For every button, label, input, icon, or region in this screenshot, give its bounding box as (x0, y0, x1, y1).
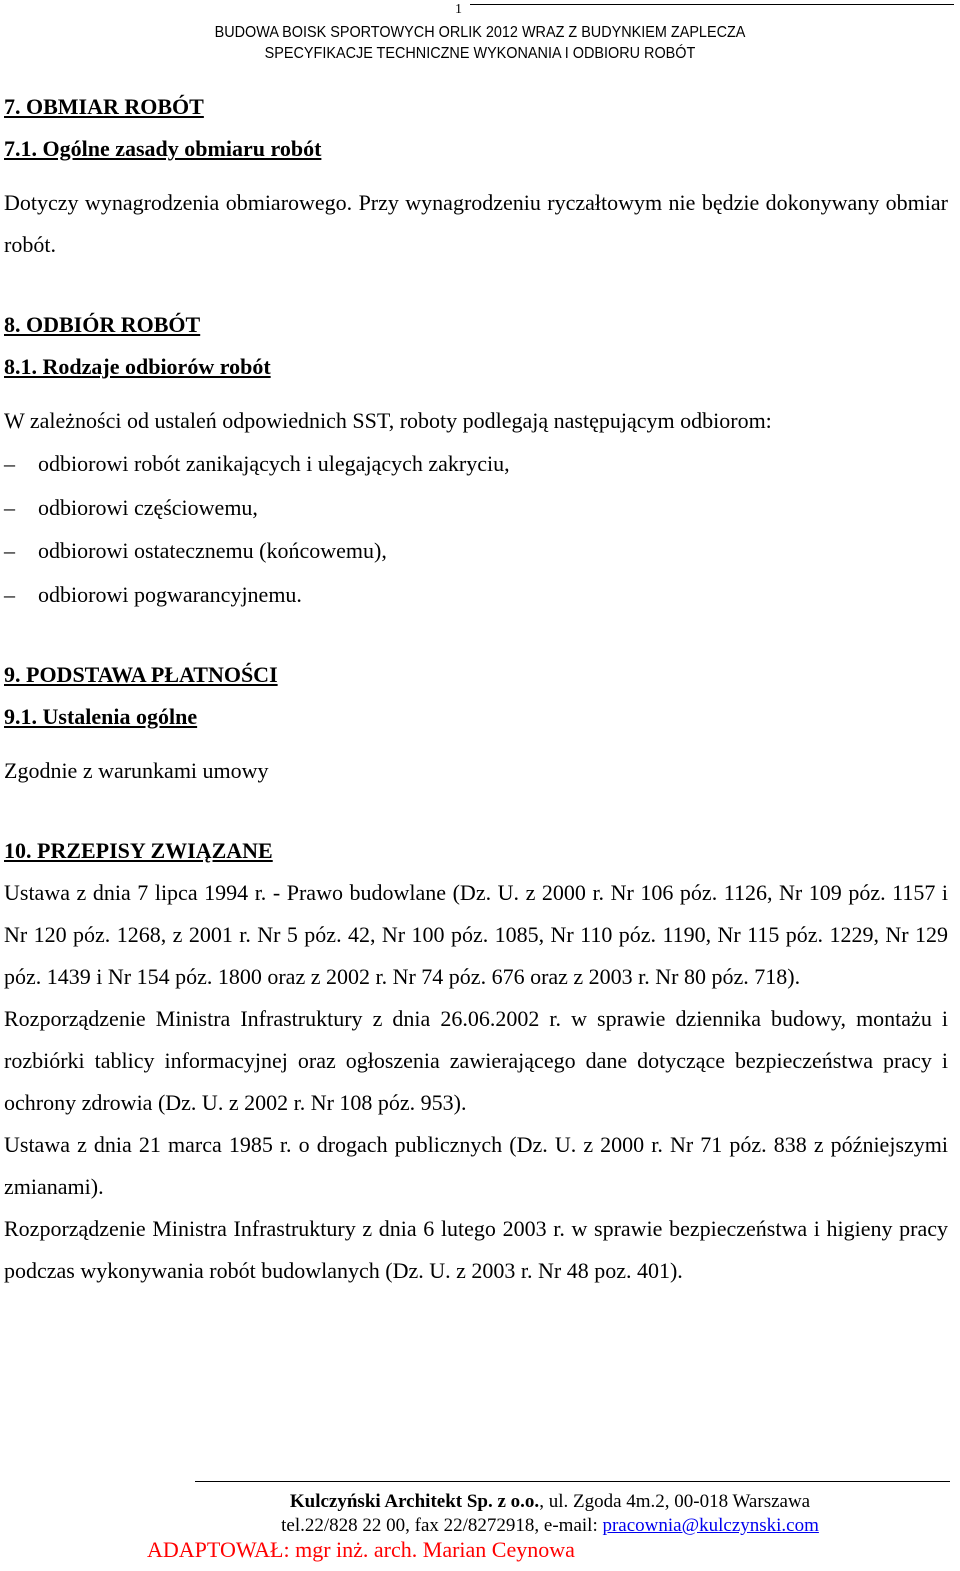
header-project-title: BUDOWA BOISK SPORTOWYCH ORLIK 2012 WRAZ Z BUDYNKIEM ZAPLECZA (214, 24, 746, 41)
section-7-text: Dotyczy wynagrodzenia obmiarowego. Przy wynagrodzeniu ryczałtowym nie będzie dokonywany obmiar robót. (4, 190, 948, 257)
regulation-paragraph: Ustawa z dnia 7 lipca 1994 r. - Prawo budowlane (Dz. U. z 2000 r. Nr 106 póz. 1126, Nr 109 póz. 1157 i Nr 120 póz. 1268, z 2001 r. Nr 5 póz. 42, Nr 100 póz. 1085, Nr 110 póz. 1190, Nr 115 póz. 1229, Nr 129 póz. 1439 i Nr 154 póz. 1800 oraz z 2002 r. Nr 74 póz. 676 oraz z 2003 r. Nr 80 póz. 718). (4, 880, 948, 989)
adapted-by: ADAPTOWAŁ: mgr inż. arch. Marian Ceynowa (147, 1537, 575, 1562)
footer-contact: tel.22/828 22 00, fax 22/8272918, e-mail: (281, 1515, 603, 1536)
list-item: – odbiorowi pogwarancyjnemu. (4, 573, 948, 617)
section-8-title: 8. ODBIÓR ROBÓT (4, 312, 201, 337)
section-9-text: Zgodnie z warunkami umowy (4, 758, 269, 783)
section-7-title: 7. OBMIAR ROBÓT (4, 94, 204, 119)
section-9-title: 9. PODSTAWA PŁATNOŚCI (4, 662, 278, 687)
header-spec-title: SPECYFIKACJE TECHNICZNE WYKONANIA I ODBIORU ROBÓT (264, 45, 696, 62)
document-header (173, 22, 787, 64)
section-8-intro: W zależności od ustaleń odpowiednich SST, roboty podlegają następującym odbiorom: (4, 408, 772, 433)
section-7-1-title: 7.1. Ogólne zasady obmiaru robót (4, 136, 322, 161)
page-number: 1 (455, 2, 462, 17)
document-footer (150, 1490, 950, 1538)
regulation-paragraph: Rozporządzenie Ministra Infrastruktury z dnia 6 lutego 2003 r. w sprawie bezpieczeństwa i higieny pracy podczas wykonywania robót budowlanych (Dz. U. z 2003 r. Nr 48 poz. 401). (4, 1216, 948, 1283)
regulation-paragraph: Ustawa z dnia 21 marca 1985 r. o drogach publicznych (Dz. U. z 2000 r. Nr 71 póz. 838 z późniejszymi zmianami). (4, 1132, 948, 1199)
regulation-paragraph: Rozporządzenie Ministra Infrastruktury z dnia 26.06.2002 r. w sprawie dziennika budowy, montażu i rozbiórki tablicy informacyjnej oraz ogłoszenia zawierającego dane dotyczące bezpieczeństwa pracy i ochrony zdrowia (Dz. U. z 2002 r. Nr 108 póz. 953). (4, 1006, 948, 1115)
footer-address-line (150, 1490, 950, 1514)
section-10-title: 10. PRZEPISY ZWIĄZANE (4, 838, 273, 863)
footer-company: Kulczyński Architekt Sp. z o.o. (289, 1491, 540, 1512)
dash-bullet: – (4, 581, 15, 607)
list-item: – odbiorowi ostatecznemu (końcowemu), (4, 529, 948, 573)
dash-bullet: – (4, 451, 15, 476)
footer-rule (195, 1481, 950, 1482)
document-body (4, 86, 948, 1292)
dash-bullet: – (4, 494, 15, 520)
top-rule (470, 4, 954, 5)
list-item: – odbiorowi częściowemu, (4, 486, 948, 530)
footer-contact-line (150, 1514, 950, 1538)
acceptance-list (4, 442, 948, 616)
section-9-1-title: 9.1. Ustalenia ogólne (4, 704, 198, 729)
section-8-1-title: 8.1. Rodzaje odbiorów robót (4, 354, 271, 379)
list-item: – odbiorowi robót zanikających i ulegających zakryciu, (4, 442, 948, 486)
dash-bullet: – (4, 538, 15, 563)
footer-address: , ul. Zgoda 4m.2, 00-018 Warszawa (539, 1491, 811, 1512)
footer-email-link[interactable]: pracownia@kulczynski.com (602, 1515, 819, 1536)
